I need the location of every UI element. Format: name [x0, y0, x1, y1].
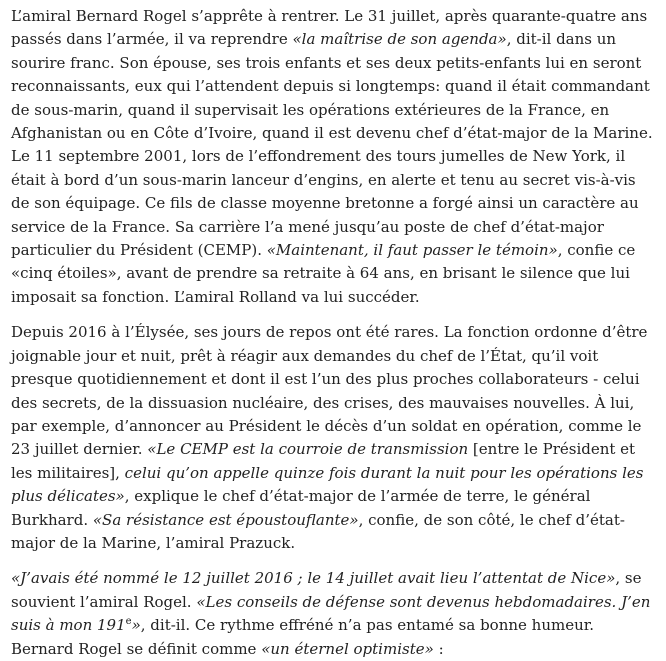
paragraph-1-text-b: , dit-il dans un sourire franc. Son épouse, ses trois enfants et ses deux petits-enfants lui en seront reconnaissants, eux qui l’attendent depuis si longtemps: quand il était commandant de sous-marin, quand il supervisait les opérations extérieures de la France, en Afghanistan ou en Côte d’Ivoire, quand il est devenu chef d’état-major de la Marine. Le 11 septembre 2001, lors de l’effondrement des tours jumelles de New York, il était à bord d’un sous-marin lanceur d’engins, en alerte et tenu au secret vis-à-vis de son équipage. Ce fils de classe moyenne bretonne a forgé ainsi un caractère au service de la France. Sa carrière l’a mené jusqu’au poste de chef d’état-major particulier du Président (CEMP). [11, 30, 653, 260]
paragraph-3-text-c: : [433, 639, 444, 658]
quote-resistance: «Sa résistance est époustouflante» [92, 510, 359, 529]
paragraph-3-text-a: , se souvient l’amiral Rogel. [11, 569, 642, 611]
paragraph-2-text-b: [entre le Président et les militaires], [11, 440, 636, 482]
quote-close: » [131, 616, 141, 635]
quote-quinze-fois: celui qu’on appelle quinze fois durant la nuit pour les opérations les plus délicates» [11, 463, 644, 506]
paragraph-1 [11, 5, 658, 309]
quote-courroie: «Le CEMP est la courroie de transmission [147, 440, 469, 459]
quote-agenda: «la maîtrise de son agenda» [292, 30, 507, 49]
paragraph-1-text-a: L’amiral Bernard Rogel s’apprête à rentrer. Le 31 juillet, après quarante-quatre ans passés dans l’armée, il va reprendre [11, 7, 648, 49]
quote-optimiste: «un éternel optimiste» [261, 639, 434, 658]
paragraph-2-text-d: , confie, de son côté, le chef d’état-major de la Marine, l’amiral Prazuck. [11, 510, 625, 552]
paragraph-3-text-b: , dit-il. Ce rythme effréné n’a pas entamé sa bonne humeur. Bernard Rogel se définit comme [11, 616, 595, 658]
paragraph-2-text-c: , explique le chef d’état-major de l’armée de terre, le général Burkhard. [11, 487, 591, 529]
quote-conseils-defense: «Les conseils de défense sont devenus hebdomadaires. J’en suis à mon 191 [11, 592, 651, 635]
quote-passer-le-temoin: «Maintenant, il faut passer le témoin» [266, 241, 558, 260]
paragraph-2 [11, 321, 658, 555]
paragraph-1-text-c: , confie ce «cinq étoiles», avant de prendre sa retraite à 64 ans, en brisant le silence que lui imposait sa fonction. L’amiral Rolland va lui succéder. [11, 241, 636, 306]
quote-nomme: «J’avais été nommé le 12 juillet 2016 ; le 14 juillet avait lieu l’attentat de Nice» [11, 569, 616, 588]
superscript-e: e [125, 616, 132, 628]
paragraph-2-text-a: Depuis 2016 à l’Élysée, ses jours de repos ont été rares. La fonction ordonne d’être joignable jour et nuit, prêt à réagir aux demandes du chef de l’État, qu’il voit presque quotidiennement et dont il est l’un des plus proches collaborateurs - celui des secrets, de la dissuasion nucléaire, des crises, des mauvaises nouvelles. À lui, par exemple, d’annoncer au Président le décès d’un soldat en opération, comme le 23 juillet dernier. [11, 323, 648, 459]
paragraph-3 [11, 567, 658, 661]
